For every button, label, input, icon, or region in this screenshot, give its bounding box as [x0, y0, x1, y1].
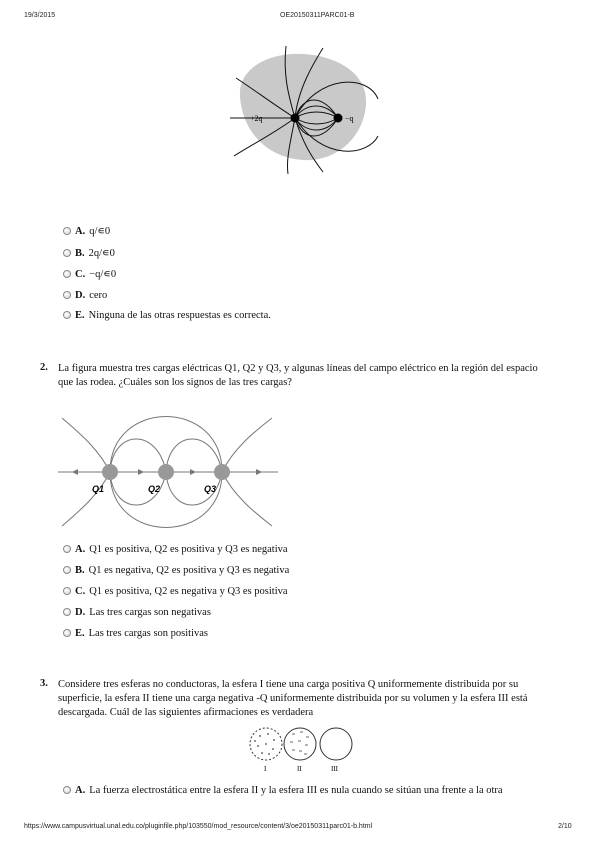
- sphere-ii-label: II: [297, 765, 302, 773]
- page-title: OE20150311PARC01-B: [280, 12, 355, 19]
- print-date: 19/3/2015: [24, 12, 56, 19]
- spheres-figure: [246, 724, 356, 774]
- radio-button[interactable]: [63, 249, 71, 257]
- sphere-iii: [320, 728, 352, 760]
- radio-button[interactable]: [63, 545, 71, 553]
- charge-q2-label: Q2: [148, 484, 161, 494]
- q2-option-b[interactable]: B. Q1 es negativa, Q2 es positiva y Q3 es negativa: [63, 564, 289, 577]
- negative-charge: [334, 114, 343, 123]
- charge-q3-label: Q3: [204, 484, 217, 494]
- question-2-text: La figura muestra tres cargas eléctricas Q1, Q2 y Q3, y algunas líneas del campo eléctrico en la región del espacio que las rodea. ¿Cuáles son los signos de las tres cargas?: [58, 363, 538, 388]
- page-number: 2/10: [558, 823, 572, 830]
- radio-button[interactable]: [63, 291, 71, 299]
- field-lines-figure-1: [228, 44, 388, 174]
- q3-option-a[interactable]: A. La fuerza electrostática entre la esfera II y la esfera III es nula cuando se sitúan una frente a la otra: [63, 784, 549, 797]
- q2-option-c[interactable]: C. Q1 es positiva, Q2 es negativa y Q3 es positiva: [63, 585, 288, 598]
- sphere-iii-label: III: [331, 765, 338, 773]
- charge-q2: [158, 464, 174, 480]
- question-3-number: 3.: [40, 678, 48, 689]
- q1-option-c[interactable]: C. −q/∊0: [63, 268, 116, 281]
- radio-button[interactable]: [63, 566, 71, 574]
- negative-charge-label: −q: [345, 114, 354, 123]
- radio-button[interactable]: [63, 311, 71, 319]
- q2-option-a[interactable]: A. Q1 es positiva, Q2 es positiva y Q3 es negativa: [63, 543, 288, 556]
- field-lines-figure-2: [58, 408, 278, 538]
- positive-charge-label: +2q: [250, 114, 263, 123]
- radio-button[interactable]: [63, 629, 71, 637]
- radio-button[interactable]: [63, 227, 71, 235]
- charge-q3: [214, 464, 230, 480]
- radio-button[interactable]: [63, 587, 71, 595]
- page-url: https://www.campusvirtual.unal.edu.co/pluginfile.php/103550/mod_resource/content/3/oe20150311parc01-b.html: [24, 823, 373, 830]
- q1-option-b[interactable]: B. 2q/∊0: [63, 247, 115, 260]
- question-3-text: Considere tres esferas no conductoras, la esfera I tiene una carga positiva Q uniformemente distribuida por su superficie, la esfera II tiene una carga negativa -Q uniformemente distribuida por su volumen y la esfera III está descargada. Cuál de las siguientes afirmaciones es verdadera: [58, 679, 528, 718]
- sphere-ii: [284, 728, 316, 760]
- q1-option-e[interactable]: E. Ninguna de las otras respuestas es correcta.: [63, 309, 271, 322]
- sphere-i-label: I: [264, 765, 267, 773]
- charge-q1-label: Q1: [92, 484, 105, 494]
- q2-option-d[interactable]: D. Las tres cargas son negativas: [63, 606, 211, 619]
- radio-button[interactable]: [63, 270, 71, 278]
- q1-option-a[interactable]: A. q/∊0: [63, 225, 110, 238]
- charge-q1: [102, 464, 118, 480]
- positive-charge: [291, 114, 300, 123]
- radio-button[interactable]: [63, 608, 71, 616]
- q1-option-d[interactable]: D. cero: [63, 289, 107, 302]
- q2-option-e[interactable]: E. Las tres cargas son positivas: [63, 627, 208, 640]
- radio-button[interactable]: [63, 786, 71, 794]
- question-2-number: 2.: [40, 362, 48, 373]
